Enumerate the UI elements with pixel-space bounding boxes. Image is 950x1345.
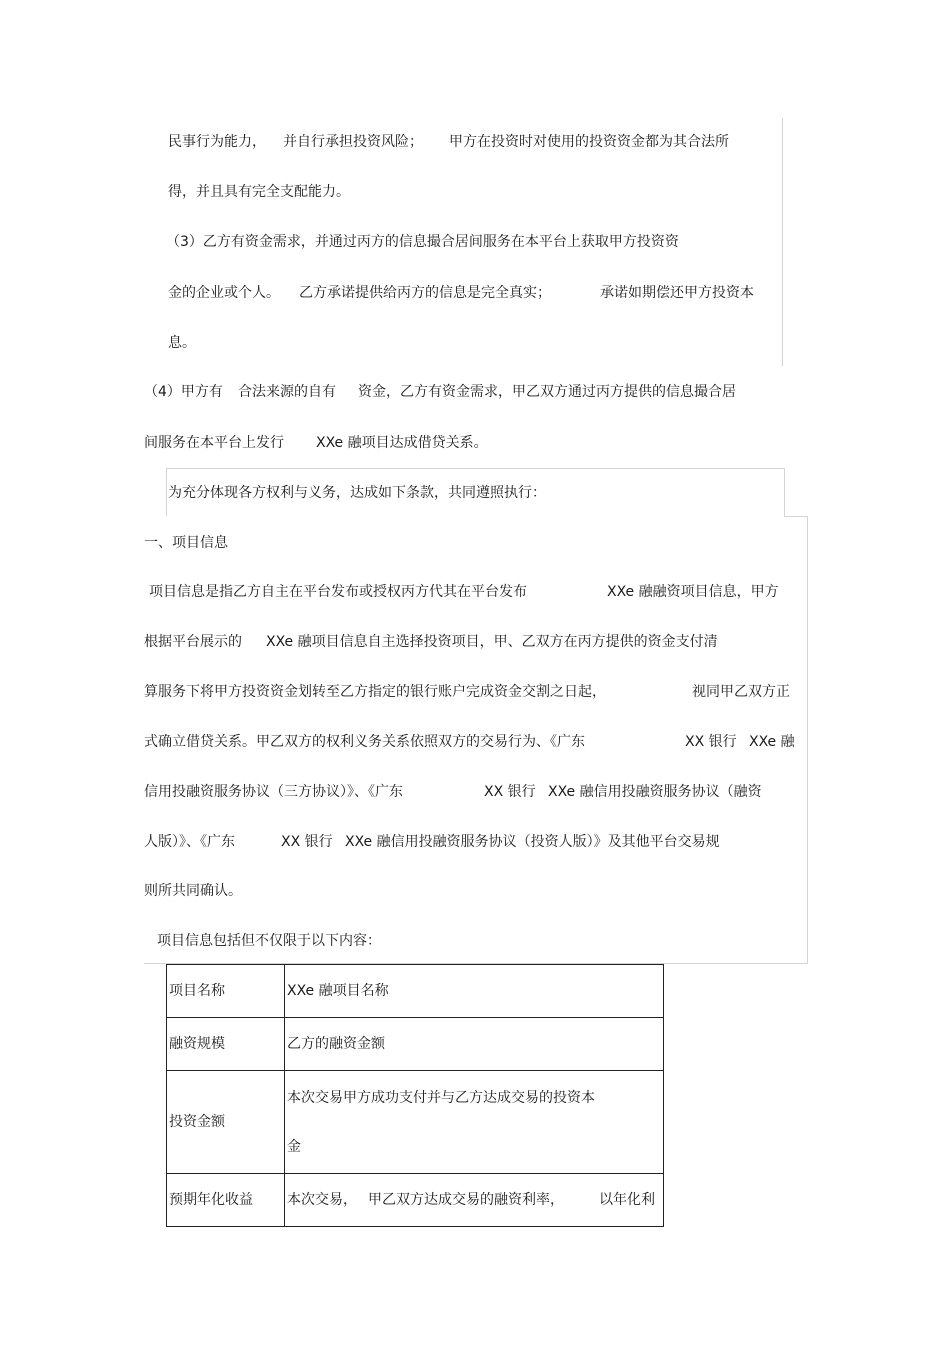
text-segment: 间服务在本平台上发行 bbox=[144, 435, 284, 451]
paragraph-line: 得，并且具有完全支配能力。 bbox=[168, 184, 350, 200]
text-segment: XXe 融融资项目信息，甲方 bbox=[607, 584, 779, 600]
intro-line: 为充分体现各方权利与义务，达成如下条款，共同遵照执行： bbox=[168, 485, 546, 501]
text-segment: 人版）》、《广东 bbox=[144, 834, 235, 850]
text-segment: XXe 融信用投融资服务协议（融资 bbox=[548, 784, 762, 800]
paragraph-line: （3）乙方有资金需求，并通过丙方的信息撮合居间服务在本平台上获取甲方投资资 bbox=[166, 234, 679, 250]
cell-text-line: 本次交易甲方成功支付并与乙方达成交易的投资本 bbox=[287, 1089, 595, 1106]
paragraph-line: 则所共同确认。 bbox=[144, 883, 242, 899]
text-segment: （4）甲方有 bbox=[144, 384, 223, 400]
table-row bbox=[167, 1174, 664, 1227]
text-segment: 民事行为能力， bbox=[168, 134, 266, 150]
frame-line bbox=[784, 468, 785, 516]
text-segment: 并自行承担投资风险； bbox=[283, 134, 423, 150]
cell-text-line: 金 bbox=[287, 1138, 301, 1155]
text-segment: 算服务下将甲方投资资金划转至乙方指定的银行账户完成资金交割之日起， bbox=[144, 684, 606, 700]
table-label-cell: 投资金额 bbox=[167, 1071, 285, 1174]
text-segment: XX 银行 bbox=[484, 784, 536, 800]
frame-line bbox=[166, 468, 167, 516]
text-segment: 乙方承诺提供给丙方的信息是完全真实； bbox=[299, 285, 551, 301]
text-segment: XXe 融 bbox=[749, 734, 795, 750]
table-row bbox=[167, 1071, 664, 1174]
text-segment: 合法来源的自有 bbox=[238, 384, 336, 400]
text-segment: 本次交易， bbox=[287, 1192, 357, 1208]
text-segment: XXe 融信用投融资服务协议（投资人版）》及其他平台交易规 bbox=[345, 834, 720, 850]
text-segment: 视同甲乙双方正 bbox=[692, 684, 790, 700]
project-info-table bbox=[166, 964, 664, 1227]
frame-line bbox=[782, 118, 783, 366]
text-segment: XX 银行 bbox=[281, 834, 333, 850]
text-segment: 甲乙双方达成交易的融资利率， bbox=[368, 1192, 564, 1208]
text-segment: 根据平台展示的 bbox=[144, 634, 242, 650]
frame-line bbox=[807, 516, 808, 964]
text-segment: 甲方在投资时对使用的投资资金都为其合法所 bbox=[449, 134, 729, 150]
frame-line bbox=[166, 468, 784, 469]
text-segment: 项目信息是指乙方自主在平台发布或授权丙方代其在平台发布 bbox=[149, 584, 527, 600]
paragraph-line: 项目信息包括但不仅限于以下内容： bbox=[157, 933, 381, 949]
text-segment: 金的企业或个人。 bbox=[168, 285, 280, 301]
table-row bbox=[167, 965, 664, 1018]
table-label-cell: 融资规模 bbox=[167, 1018, 285, 1071]
table-row bbox=[167, 1018, 664, 1071]
table-value-cell: 乙方的融资金额 bbox=[285, 1018, 664, 1071]
text-segment: 资金，乙方有资金需求，甲乙双方通过丙方提供的信息撮合居 bbox=[358, 384, 736, 400]
table-value-cell bbox=[285, 1071, 664, 1174]
table-value-cell: XXe 融项目名称 bbox=[285, 965, 664, 1018]
text-segment: XXe 融项目信息自主选择投资项目，甲、乙双方在丙方提供的资金支付清 bbox=[266, 634, 718, 650]
table-label-cell: 预期年化收益 bbox=[167, 1174, 285, 1227]
text-segment: 式确立借贷关系。甲乙双方的权利义务关系依照双方的交易行为、《广东 bbox=[144, 734, 585, 750]
text-segment: 信用投融资服务协议（三方协议）》、《广东 bbox=[144, 784, 403, 800]
section-title: 一、项目信息 bbox=[144, 535, 228, 551]
table-label-cell: 项目名称 bbox=[167, 965, 285, 1018]
text-segment: XX 银行 bbox=[685, 734, 737, 750]
paragraph-line: 息。 bbox=[168, 335, 196, 351]
text-segment: 承诺如期偿还甲方投资本 bbox=[600, 285, 754, 301]
table-value-cell bbox=[285, 1174, 664, 1227]
text-segment: XXe 融项目达成借贷关系。 bbox=[316, 435, 488, 451]
frame-line bbox=[784, 516, 808, 517]
text-segment: 以年化利 bbox=[599, 1192, 655, 1208]
